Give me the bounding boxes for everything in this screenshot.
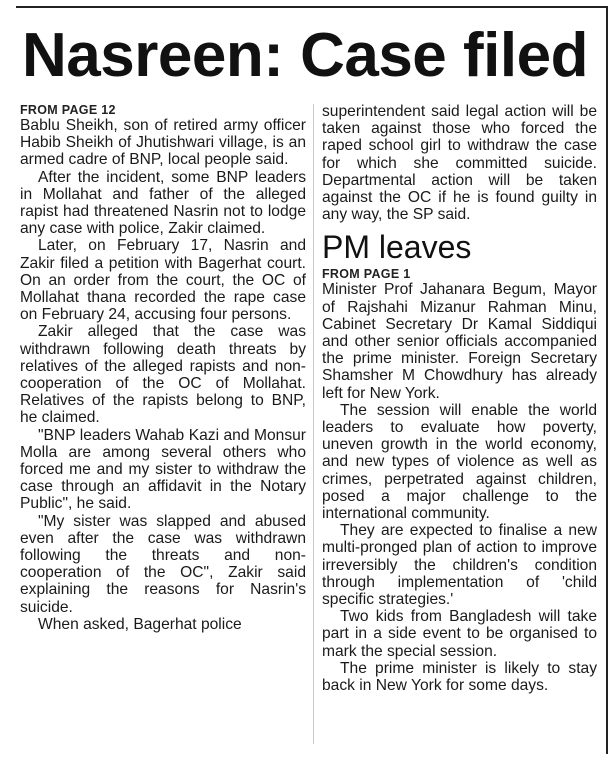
left-column — [20, 103, 306, 633]
right-paragraph-4: Two kids from Bangladesh will take part in a side event to be organised to mark the special session. — [322, 608, 597, 660]
left-paragraph-4: Zakir alleged that the case was withdrawn following death threats by relatives of the alleged rapists and non-cooperation of the OC of Mollahat. Relatives of the rapists belong to BNP, he claimed. — [20, 323, 306, 427]
right-kicker: FROM PAGE 1 — [322, 267, 411, 282]
left-paragraph-1: Bablu Sheikh, son of retired army officer Habib Sheikh of Jhutishwari village, is an armed cadre of BNP, local people said. — [20, 117, 306, 169]
right-paragraph-2: The session will enable the world leaders to evaluate how poverty, uneven growth in the world economy, and new types of violence as well as crimes, perpetrated against children, posed a major challenge to the international community. — [322, 401, 597, 523]
right-border-rule — [606, 6, 608, 754]
top-rule — [16, 6, 608, 8]
right-paragraph-3: They are expected to finalise a new multi-pronged plan of action to improve irreversibly the children's condition through implementation of 'child specific strategies.' — [322, 522, 597, 609]
continuation-paragraph: superintendent said legal action will be taken against those who forced the raped school girl to withdraw the case for which she committed suicide. Departmental action will be taken against the OC if he is found guilty in any way, the SP said. — [322, 103, 597, 224]
left-paragraph-7: When asked, Bagerhat police — [38, 615, 242, 633]
subhead: PM leaves — [322, 229, 472, 266]
right-paragraph-5: The prime minister is likely to stay back in New York for some days. — [322, 659, 597, 695]
column-divider — [313, 104, 314, 744]
left-kicker: FROM PAGE 12 — [20, 103, 116, 117]
right-column — [322, 103, 597, 694]
left-paragraph-2: After the incident, some BNP leaders in Mollahat and father of the alleged rapist had threatened Nasrin not to lodge any case with police, Zakir claimed. — [20, 168, 306, 238]
left-paragraph-6: "My sister was slapped and abused even after the case was withdrawn following the threats and non- cooperation of the OC", Zakir said explaining the reasons for Nasrin's suicide. — [20, 512, 306, 616]
right-paragraph-1: Minister Prof Jahanara Begum, Mayor of Rajshahi Mizanur Rahman Minu, Cabinet Secretary Dr Kamal Siddiqui and other senior officials accompanied the prime minister. Foreign Secretary Shamsher M Chowdhury has already left for New York. — [322, 281, 597, 402]
left-paragraph-3: Later, on February 17, Nasrin and Zakir filed a petition with Bagerhat court. On an order from the court, the OC of Mollahat thana recorded the rape case on February 24, accusing four persons. — [20, 237, 306, 324]
left-paragraph-5: "BNP leaders Wahab Kazi and Monsur Molla are among several others who forced me and my sister to withdraw the case through an affidavit in the Notary Public", he said. — [20, 426, 306, 513]
headline: Nasreen: Case filed — [22, 21, 588, 90]
